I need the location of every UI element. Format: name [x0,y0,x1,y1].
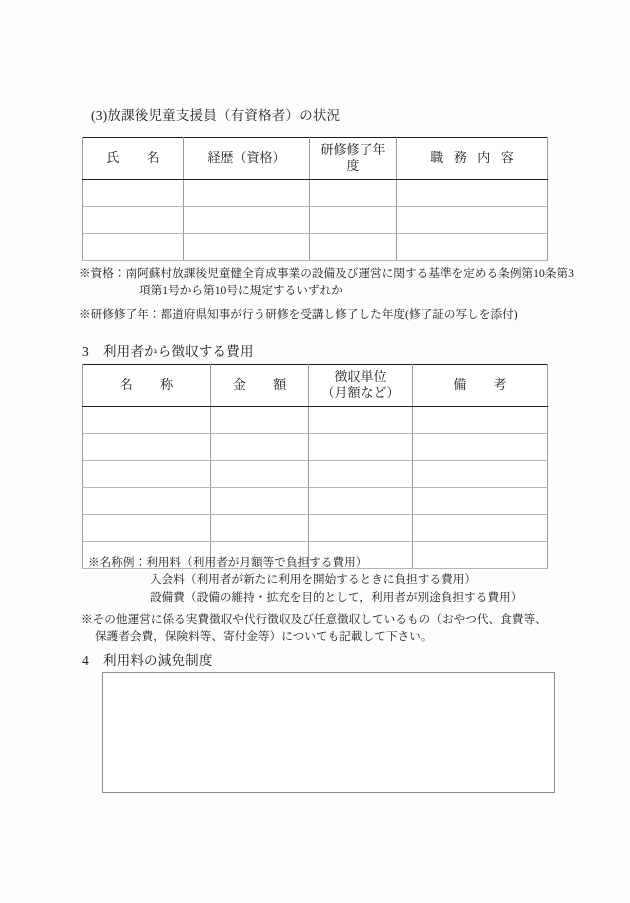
fees-cell-unit[interactable] [309,514,413,541]
fees-cell-amount[interactable] [211,460,309,487]
fees-cell-unit[interactable] [309,406,413,433]
staff-cell-name[interactable] [83,179,184,206]
note-qualification [79,265,574,300]
section-heading-fees-text: 利用者から徴収する費用 [102,344,254,359]
fees-cell-unit[interactable] [309,433,413,460]
section-heading-staff: (3)放課後児童支援員（有資格者）の状況 [91,108,341,123]
section-heading-fees [82,343,254,361]
note-training-year-line1: ※研修修了年：都道府県知事が行う研修を受講し修了した年度(修了証の写しを添付) [79,308,518,321]
staff-col-duties [397,138,548,180]
note-other-collections [81,611,547,646]
table-row[interactable] [83,233,548,260]
table-row[interactable] [83,406,548,433]
table-row[interactable] [83,514,548,541]
fees-col-item-name-label: 名 称 [119,377,181,393]
fees-cell-item-name[interactable] [83,433,211,460]
fees-cell-remarks[interactable] [413,487,548,514]
note-qualification-line1: ※資格：南阿蘇村放課後児童健全育成事業の設備及び運営に関する基準を定める条例第10条第3 [79,267,574,280]
staff-cell-duties[interactable] [397,233,548,260]
fees-col-unit-label-line1: 徴収単位 [334,369,387,384]
staff-col-duties-label: 職 務 内 容 [430,150,518,166]
note-qualification-line2: 項第1号から第10号に規定するいずれか [139,284,343,298]
fees-cell-unit[interactable] [309,487,413,514]
staff-table-header-row [83,138,548,180]
note-other-collections-line1: ※その他運営に係る実費徴収や代行徴収及び任意徴収しているもの（おやつ代、食費等、 [81,613,547,626]
fees-col-unit [309,365,413,407]
fees-table [82,364,548,569]
staff-table [82,137,548,261]
table-row[interactable] [83,433,548,460]
fees-col-item-name [83,365,211,407]
staff-cell-training-year[interactable] [310,233,397,260]
staff-cell-training-year[interactable] [310,206,397,233]
table-row[interactable] [83,179,548,206]
note-fee-name-examples-line1: ※名称例：利用料（利用者が月額等で負担する費用） [88,556,368,569]
section-heading-reduction-text: 利用料の減免制度 [102,653,213,668]
fees-cell-remarks[interactable] [413,433,548,460]
table-row[interactable] [83,460,548,487]
section-heading-reduction [82,652,213,670]
table-row[interactable] [83,206,548,233]
note-other-collections-line2: 保護者会費，保険料等、寄付金等）についても記載して下さい。 [95,630,433,644]
section-heading-fees-number: 3 [82,344,89,359]
staff-cell-duties[interactable] [397,179,548,206]
fees-cell-amount[interactable] [211,406,309,433]
fees-col-remarks [413,365,548,407]
fees-cell-item-name[interactable] [83,406,211,433]
fees-cell-amount[interactable] [211,487,309,514]
fees-cell-amount[interactable] [211,514,309,541]
staff-cell-duties[interactable] [397,206,548,233]
staff-cell-training-year[interactable] [310,179,397,206]
staff-cell-career[interactable] [184,206,310,233]
table-row[interactable] [83,487,548,514]
staff-col-training-year-label-line1: 研修修了年 [320,142,386,157]
staff-cell-name[interactable] [83,233,184,260]
staff-cell-name[interactable] [83,206,184,233]
fees-cell-unit[interactable] [309,460,413,487]
staff-col-training-year [310,138,397,180]
note-fee-name-examples-line3: 設備費（設備の維持・拡充を目的として，利用者が別途負担する費用） [150,590,523,604]
staff-col-name-label: 氏 名 [106,150,167,166]
staff-cell-career[interactable] [184,233,310,260]
fees-col-unit-label-line2: （月額など） [321,385,400,401]
fees-col-amount-label: 金 額 [232,377,294,393]
note-fee-name-examples-line2: 入会料（利用者が新たに利用を開始するときに負担する費用） [150,573,477,587]
fees-cell-item-name[interactable] [83,460,211,487]
note-fee-name-examples [88,554,522,606]
fees-cell-remarks[interactable] [413,406,548,433]
staff-col-career [184,138,310,180]
section-heading-reduction-number: 4 [82,653,89,668]
fees-cell-remarks[interactable] [413,460,548,487]
note-training-year [79,306,518,323]
fees-table-header-row [83,365,548,407]
fees-col-remarks-label: 備 考 [453,377,514,393]
staff-col-name [83,138,184,180]
reduction-answer-box[interactable] [102,672,555,793]
fees-cell-item-name[interactable] [83,487,211,514]
staff-col-training-year-label-line2: 度 [346,158,360,174]
fees-cell-amount[interactable] [211,433,309,460]
staff-cell-career[interactable] [184,179,310,206]
fees-cell-remarks[interactable] [413,514,548,541]
fees-col-amount [211,365,309,407]
fees-cell-item-name[interactable] [83,514,211,541]
staff-col-career-label: 経歴（資格） [207,150,286,166]
